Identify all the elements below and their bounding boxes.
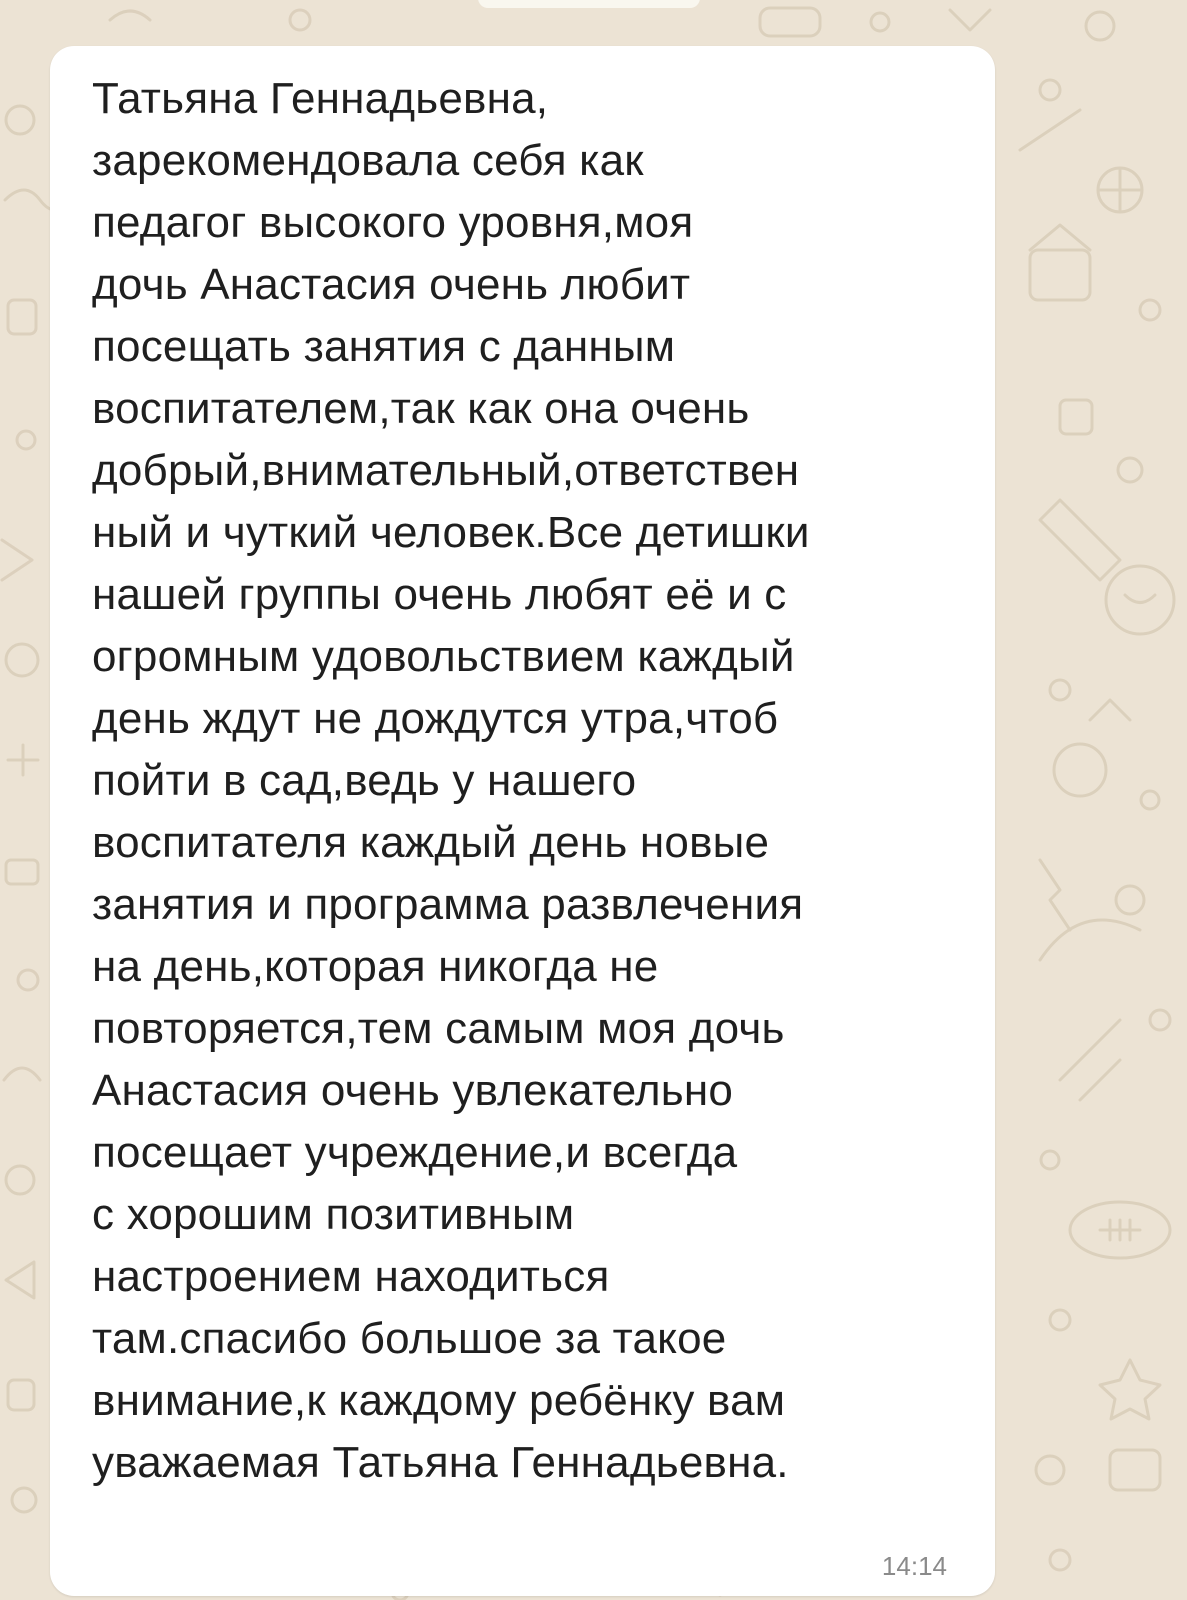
message-line: педагог высокого уровня,моя: [92, 198, 694, 247]
message-line: Анастасия очень увлекательно: [92, 1066, 734, 1115]
message-line: с хорошим позитивным: [92, 1190, 575, 1239]
message-line: посещать занятия с данным: [92, 322, 676, 371]
message-line: нашей группы очень любят её и с: [92, 570, 787, 619]
message-line: уважаемая Татьяна Геннадьевна.: [92, 1438, 789, 1487]
previous-bubble-edge: [478, 0, 700, 8]
message-line: дочь Анастасия очень любит: [92, 260, 691, 309]
message-line: день ждут не дождутся утра,чтоб: [92, 694, 779, 743]
message-line: настроением находиться: [92, 1252, 610, 1301]
message-line: пойти в сад,ведь у нашего: [92, 756, 637, 805]
message-timestamp: 14:14: [881, 1551, 947, 1581]
message-line: внимание,к каждому ребёнку вам: [92, 1376, 786, 1425]
message-line: Татьяна Геннадьевна,: [92, 74, 549, 123]
message-line: добрый,внимательный,ответствен: [92, 446, 800, 495]
message-text: [92, 68, 992, 1494]
message-line: воспитателя каждый день новые: [92, 818, 770, 867]
message-line: занятия и программа развлечения: [92, 880, 804, 929]
message-line: зарекомендовала себя как: [92, 136, 644, 185]
message-line: повторяется,тем самым моя дочь: [92, 1004, 785, 1053]
message-line: там.спасибо большое за такое: [92, 1314, 727, 1363]
message-line: на день,которая никогда не: [92, 942, 659, 991]
message-bubble[interactable]: [50, 46, 995, 1596]
message-line: воспитателем,так как она очень: [92, 384, 750, 433]
message-line: посещает учреждение,и всегда: [92, 1128, 738, 1177]
message-line: огромным удовольствием каждый: [92, 632, 795, 681]
message-line: ный и чуткий человек.Все детишки: [92, 508, 810, 557]
